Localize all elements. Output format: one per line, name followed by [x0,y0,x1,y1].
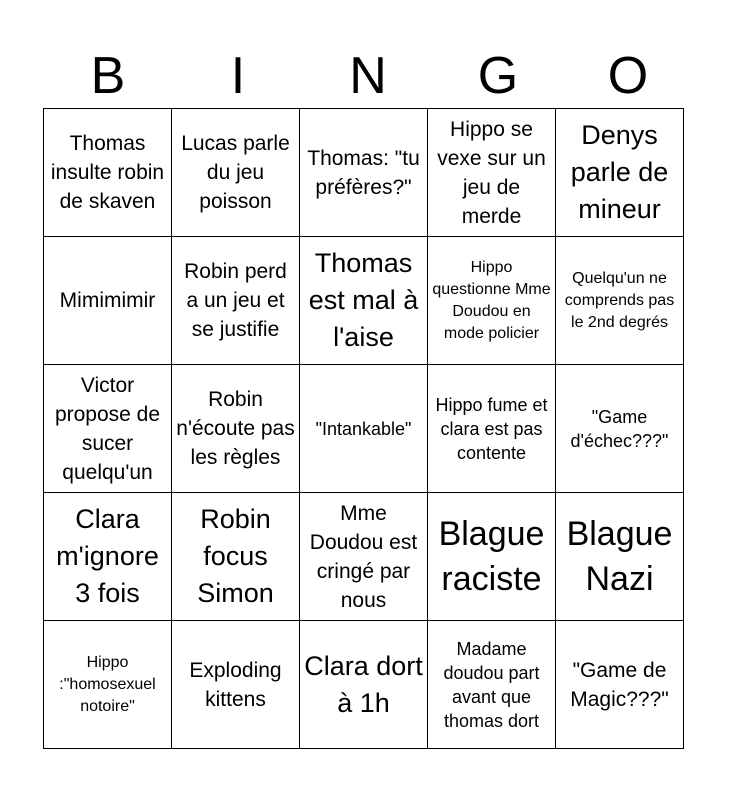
bingo-cell[interactable] [172,365,300,493]
cell-text: Victor propose de sucer quelqu'un [54,373,161,484]
cell-text: Quelqu'un ne comprends pas le 2nd degrés [564,269,675,331]
cell-text: Thomas insulte robin de skaven [50,132,165,213]
bingo-cell[interactable] [556,621,684,749]
cell-text: Hippo questionne Mme Doudou en mode policier [432,258,551,342]
bingo-cell[interactable] [172,493,300,621]
header-letter-i: I [230,47,246,105]
cell-text: Robin n'écoute pas les règles [176,388,295,469]
bingo-cell[interactable] [428,365,556,493]
cell-text: Thomas: "tu préfères?" [307,146,420,199]
bingo-cell[interactable] [44,109,172,237]
bingo-cell[interactable] [172,109,300,237]
cell-text: Thomas est mal à l'aise [308,248,419,352]
bingo-header [43,44,693,108]
bingo-cell[interactable] [44,493,172,621]
cell-text: Mme Doudou est cringé par nous [309,501,418,612]
bingo-cell[interactable] [44,621,172,749]
cell-text: Robin perd a un jeu et se justifie [184,260,287,341]
cell-text: Clara dort à 1h [304,650,423,718]
bingo-cell[interactable] [428,493,556,621]
header-letter-g: G [477,47,519,105]
header-letter-n: N [349,47,387,105]
grid-row [44,365,684,493]
bingo-cell[interactable] [172,237,300,365]
cell-text: "Intankable" [315,418,412,439]
header-letter-o: O [607,47,649,105]
bingo-cell[interactable] [428,237,556,365]
cell-text: Lucas parle du jeu poisson [181,132,290,213]
cell-text: Hippo se vexe sur un jeu de merde [437,117,546,228]
grid-row [44,621,684,749]
cell-text: "Game d'échec???" [570,406,669,451]
cell-text: Exploding kittens [189,658,282,711]
grid-row [44,237,684,365]
bingo-cell[interactable] [300,493,428,621]
cell-text: Hippo fume et clara est pas contente [435,394,548,463]
bingo-cell[interactable] [428,621,556,749]
cell-text: Denys parle de mineur [570,120,669,224]
bingo-cell[interactable] [300,621,428,749]
grid-row [44,493,684,621]
bingo-cell[interactable] [44,365,172,493]
bingo-cell[interactable] [300,365,428,493]
bingo-grid [43,108,684,749]
bingo-cell[interactable] [556,493,684,621]
bingo-cell[interactable] [300,237,428,365]
grid-row [44,109,684,237]
cell-text: Blague Nazi [566,514,673,598]
cell-text: Hippo :"homosexuel notoire" [59,653,156,715]
bingo-cell[interactable] [44,237,172,365]
bingo-cell[interactable] [172,621,300,749]
cell-text: "Game de Magic???" [570,658,669,711]
bingo-cell[interactable] [556,109,684,237]
bingo-cell[interactable] [556,237,684,365]
cell-text: Madame doudou part avant que thomas dort [443,638,540,731]
cell-text: Blague raciste [438,514,545,598]
bingo-cell[interactable] [556,365,684,493]
bingo-cell[interactable] [428,109,556,237]
cell-text: Clara m'ignore 3 fois [56,504,159,608]
cell-text: Mimimimir [59,289,156,312]
header-letter-b: B [90,47,126,105]
cell-text: Robin focus Simon [197,504,274,608]
bingo-cell[interactable] [300,109,428,237]
